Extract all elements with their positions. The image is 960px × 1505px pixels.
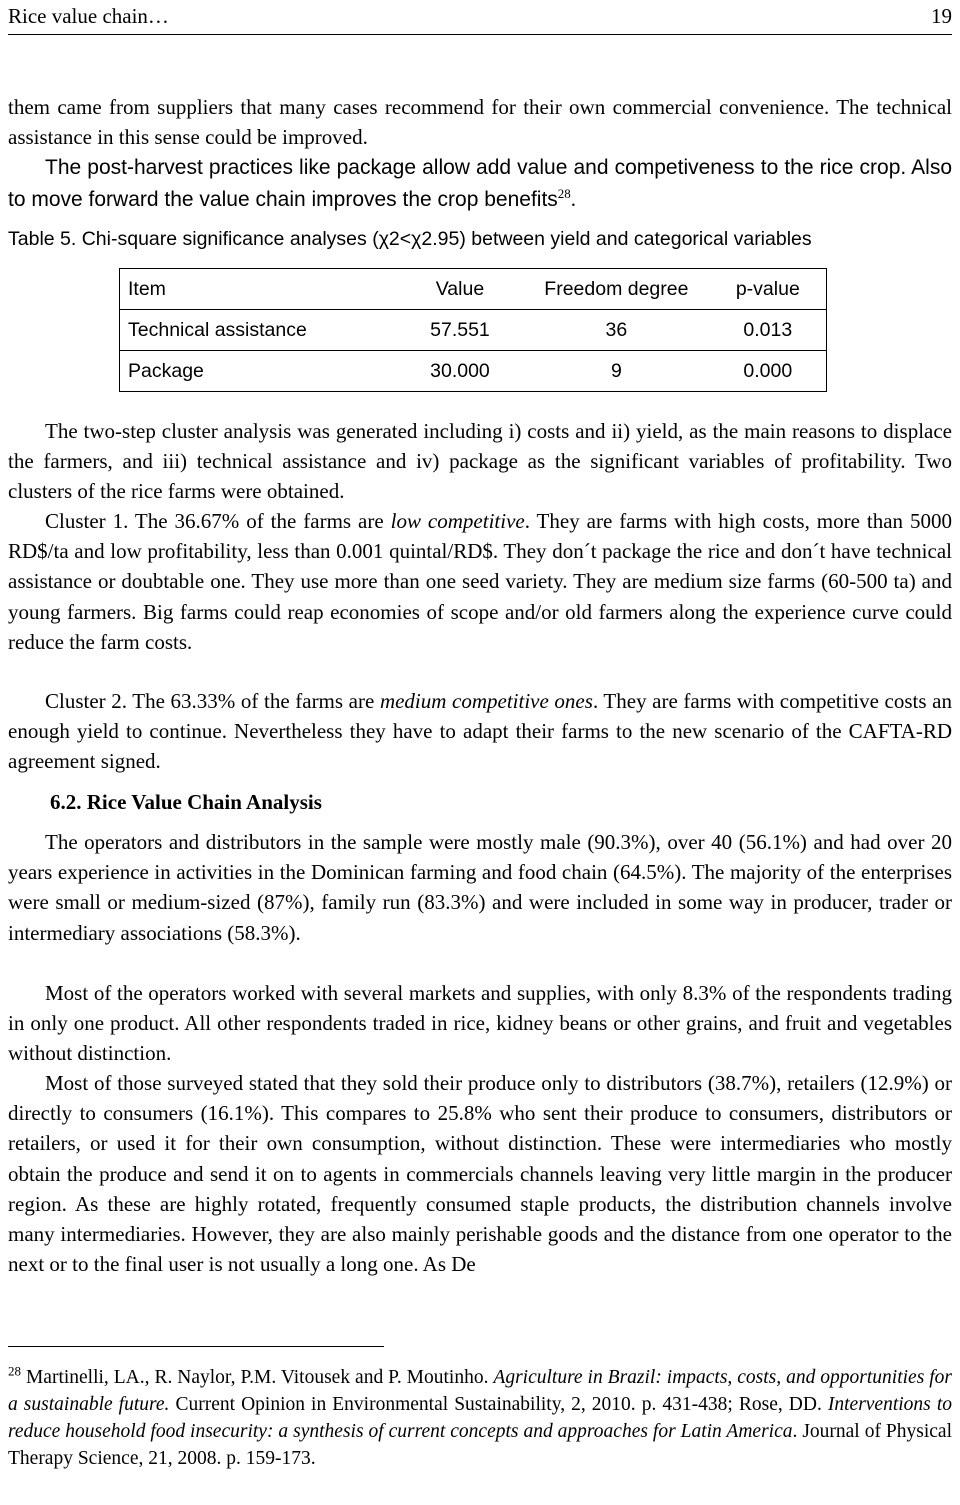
paragraph-6-text: Most of the operators worked with several markets and supplies, with only 8.3% of the respondents trading in only one product. All other respondents traded in rice, kidney beans or other grains, and fruit and vegetables without distinction.	[8, 981, 952, 1066]
table-header-row	[120, 269, 827, 310]
footnote-title-2: Interventions to reduce household food insecurity: a synthesis of current concepts and approaches for Latin America	[8, 1394, 952, 1442]
paragraph-cluster-2-b: . They are farms with competitive costs an enough yield to continue. Nevertheless they have to adapt their farms to the new scenario of the CAFTA-RD agreement signed.	[8, 689, 952, 774]
section-heading: 6.2. Rice Value Chain Analysis	[50, 790, 322, 814]
running-title: Rice value chain…	[8, 4, 169, 28]
table-cell: 0.000	[743, 359, 793, 382]
footnote-28	[8, 1364, 952, 1472]
paragraph-cluster-1-em: low competitive	[390, 509, 525, 533]
table-cell: 30.000	[430, 359, 490, 382]
paragraph-cluster-1-b: . They are farms with high costs, more than 5000 RD$/ta and low profitability, less than 0.001 quintal/RD$. They don´t package the rice and don´t have technical assistance or doubtable one. They use more than one seed variety. They are medium size farms (60-500 ta) and young farmers. Big farms could reap economies of scope and/or old farmers along the experience curve could reduce the farm costs.	[8, 509, 952, 654]
paragraph-6	[8, 978, 952, 1069]
footnote-separator	[8, 1346, 384, 1347]
table-cell: 57.551	[397, 310, 523, 351]
paragraph-cluster-1	[8, 506, 952, 657]
paragraph-2-text: The two-step cluster analysis was generated including i) costs and ii) yield, as the main reasons to displace the farmers, and iii) technical assistance and iv) package as the significant variables of profitability. Two clusters of the rice farms were obtained.	[8, 419, 952, 504]
paragraph-1b-text: The post-harvest practices like package allow add value and competiveness to the rice crop. Also to move forward the value chain improves the crop benefits	[8, 156, 952, 211]
page-number: 19	[931, 4, 952, 28]
table-cell: 9	[610, 359, 622, 382]
column-header: Item	[120, 269, 397, 310]
table-row	[120, 351, 827, 392]
running-header	[8, 4, 952, 35]
column-header: p-value	[710, 269, 827, 310]
footnote-text-c: . Journal of Physical Therapy Science, 21, 2008. p. 159-173.	[8, 1421, 952, 1469]
paragraph-1-end: .	[570, 186, 577, 211]
footnote-number: 28	[8, 1363, 21, 1379]
paragraph-cluster-2-em: medium competitive ones	[379, 689, 593, 713]
table-cell: 36	[523, 310, 710, 351]
paragraph-2	[8, 416, 952, 507]
footnote-ref-28[interactable]: 28	[557, 185, 571, 201]
column-header: Freedom degree	[523, 269, 710, 310]
paragraph-7	[8, 1068, 952, 1279]
paragraph-5-text: The operators and distributors in the sample were mostly male (90.3%), over 40 (56.1%) and had over 20 years experience in activities in the Dominican farming and food chain (64.5%). The majority of the enterprises were small or medium-sized (87%), family run (83.3%) and were included in some way in producer, trader or intermediary associations (58.3%).	[8, 830, 952, 945]
table-row	[120, 310, 827, 351]
column-header: Value	[397, 269, 523, 310]
footnote-text-a: Martinelli, LA., R. Naylor, P.M. Vitousek and P. Moutinho.	[21, 1367, 494, 1388]
paragraph-cluster-2	[8, 686, 952, 777]
paragraph-5	[8, 827, 952, 948]
paragraph-7-text: Most of those surveyed stated that they sold their produce only to distributors (38.7%), retailers (12.9%) or directly to consumers (16.1%). This compares to 25.8% who sent their produce to consumers, distributors or retailers, or used it for their own consumption, without distinction. These were intermediaries who mostly obtain the produce and send it on to agents in commercials channels leaving very little margin in the producer region. As these are highly rotated, frequently consumed staple products, the distribution channels involve many intermediaries. However, they are also mainly perishable goods and the distance from one operator to the next or to the final user is not usually a long one. As De	[8, 1071, 952, 1277]
table-caption: Table 5. Chi-square significance analyses (χ2<χ2.95) between yield and categorical variables	[8, 228, 812, 250]
chi-square-table	[119, 268, 827, 392]
paragraph-cluster-1-a: Cluster 1. The 36.67% of the farms are	[45, 509, 391, 533]
table-cell: Technical assistance	[120, 310, 397, 351]
footnote-title-1: Agriculture in Brazil: impacts, costs, and opportunities for a sustainable future.	[8, 1367, 952, 1415]
table-cell: 0.013	[710, 310, 827, 351]
footnote-text-b: Current Opinion in Environmental Sustainability, 2, 2010. p. 431-438; Rose, DD.	[169, 1394, 828, 1415]
table-cell: Package	[128, 359, 204, 382]
paragraph-cluster-2-a: Cluster 2. The 63.33% of the farms are	[45, 689, 380, 713]
paragraph-1-text: them came from suppliers that many cases recommend for their own commercial convenience. The technical assistance in this sense could be improved.	[8, 95, 952, 150]
paragraph-1	[8, 92, 952, 215]
